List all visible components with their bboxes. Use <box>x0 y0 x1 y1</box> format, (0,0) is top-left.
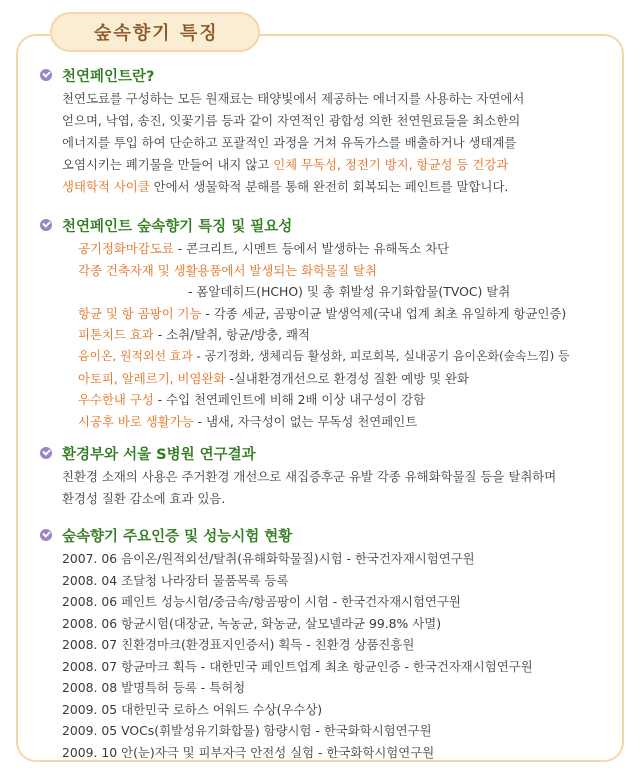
feature-label: 피톤치드 효과 <box>78 327 154 343</box>
text-line: 에너지를 투입 하여 단순하고 포괄적인 과정을 거쳐 유독가스를 배출하거나 생태계를 <box>62 135 517 150</box>
highlight-text: 생태학적 사이클 <box>62 179 150 194</box>
text-line: 얻으며, 낙엽, 송진, 잇꽃기름 등과 같이 자연적인 광합성 의한 천연원료들을 최소한의 <box>62 113 521 128</box>
section-certifications <box>40 524 620 763</box>
section-body <box>62 88 620 198</box>
section-title: 천연페인트란? <box>62 68 155 85</box>
feature-item <box>78 389 620 411</box>
certification-item: 2008. 07 친환경마크(환경표지인증서) 획득 - 친환경 상품진흥원 <box>62 637 415 652</box>
feature-desc: - 폼알데히드(HCHO) 및 총 휘발성 유기화합물(TVOC) 탈취 <box>188 284 511 300</box>
section-features <box>40 214 620 432</box>
section-header <box>40 524 620 546</box>
text-span: 안에서 생물학적 분해를 통해 완전히 회복되는 페인트를 말합니다. <box>149 179 509 194</box>
feature-item <box>78 324 620 346</box>
feature-item <box>78 411 620 433</box>
feature-desc: - 소취/탈취, 항균/방충, 쾌적 <box>153 327 310 343</box>
section-title: 숲속향기 주요인증 및 성능시험 현황 <box>62 528 293 545</box>
feature-item <box>78 346 620 368</box>
certification-item: 2009. 05 VOCs(휘발성유기화합물) 함량시험 - 한국화학시험연구원 <box>62 723 432 738</box>
text-line: 천연도료를 구성하는 모든 원재료는 태양빛에서 제공하는 에너지를 사용하는 자연에서 <box>62 91 525 106</box>
check-circle-icon <box>40 69 52 81</box>
feature-desc: -실내환경개선으로 환경성 질환 예방 및 완화 <box>225 370 469 386</box>
feature-label: 시공후 바로 생활가능 <box>78 413 194 429</box>
certification-item: 2008. 08 발명특허 등록 - 특허청 <box>62 680 246 695</box>
feature-label: 아토피, 알레르기, 비염완화 <box>78 370 226 386</box>
section-header <box>40 214 620 236</box>
section-research <box>40 442 620 510</box>
feature-item <box>78 303 620 325</box>
feature-label: 각종 건축자재 및 생활용품에서 발생되는 화학물질 탈취 <box>78 262 377 278</box>
title-tab <box>50 12 260 52</box>
text-line: 환경성 질환 감소에 효과 있음. <box>62 491 226 506</box>
feature-list <box>40 238 620 432</box>
check-circle-icon <box>40 447 52 459</box>
feature-desc: - 콘크리트, 시멘트 등에서 발생하는 유해독소 차단 <box>173 241 450 256</box>
feature-label: 우수한내 구성 <box>78 392 154 408</box>
feature-label: 공기정화마감도료 <box>78 241 174 256</box>
highlight-text: 인체 무독성, 정전기 방지, 항균성 등 건강과 <box>273 157 509 172</box>
feature-desc: - 수입 천연페인트에 비해 2배 이상 내구성이 강함 <box>153 392 426 408</box>
feature-item <box>78 238 620 260</box>
section-header <box>40 64 620 86</box>
certification-item: 2009. 05 대한민국 로하스 어워드 수상(우수상) <box>62 701 323 717</box>
section-natural-paint <box>40 64 620 198</box>
feature-label: 음이온, 원적외선 효과 <box>78 348 193 363</box>
feature-desc: - 각종 세균, 곰팡이균 발생억제(국내 업계 최초 유일하게 항균인증) <box>201 305 567 321</box>
section-body <box>62 466 620 510</box>
check-circle-icon <box>40 529 52 541</box>
certification-item: 2008. 06 페인트 성능시험/중금속/항곰팡이 시험 - 한국건자재시험연구원 <box>62 594 461 609</box>
text-line: 친환경 소재의 사용은 주거환경 개선으로 새집증후군 유발 각종 유해화학물질 등을 탈취하며 <box>62 469 557 484</box>
section-header <box>40 442 620 464</box>
text-span: 오염시키는 폐기물을 만들어 내지 않고 <box>62 157 274 172</box>
section-title: 환경부와 서울 S병원 연구결과 <box>62 446 256 463</box>
feature-label: 항균 및 항 곰팡이 기능 <box>78 305 202 321</box>
certification-item: 2007. 06 음이온/원적외선/탈취(유해화학물질)시험 - 한국건자재시험연구원 <box>62 551 475 566</box>
feature-item <box>78 281 620 303</box>
check-circle-icon <box>40 219 52 231</box>
feature-item <box>78 260 620 282</box>
feature-desc: - 냄새, 자극성이 없는 무독성 천연페인트 <box>193 413 418 429</box>
certification-item: 2008. 06 항균시험(대장균, 녹농균, 화농균, 살모넬라균 99.8% 사멸) <box>62 615 442 631</box>
feature-desc: - 공기정화, 생체리듬 활성화, 피로회복, 실내공기 음이온화(숲속느낌) 등 <box>192 348 570 363</box>
certification-item: 2008. 07 항균마크 획득 - 대한민국 페인트업계 최초 항균인증 - 한국건자재시험연구원 <box>62 658 533 674</box>
section-title: 천연페인트 숲속향기 특징 및 필요성 <box>62 218 293 235</box>
text-line <box>62 176 620 198</box>
certification-item: 2009. 10 안(눈)자극 및 피부자극 안전성 실험 - 한국화학시험연구원 <box>62 744 435 760</box>
text-line <box>62 154 620 176</box>
page-title: 숲속향기 특징 <box>94 23 219 44</box>
feature-item <box>78 368 620 390</box>
certification-item: 2008. 04 조달청 나라장터 물품목록 등록 <box>62 572 289 588</box>
certification-list <box>40 548 620 763</box>
